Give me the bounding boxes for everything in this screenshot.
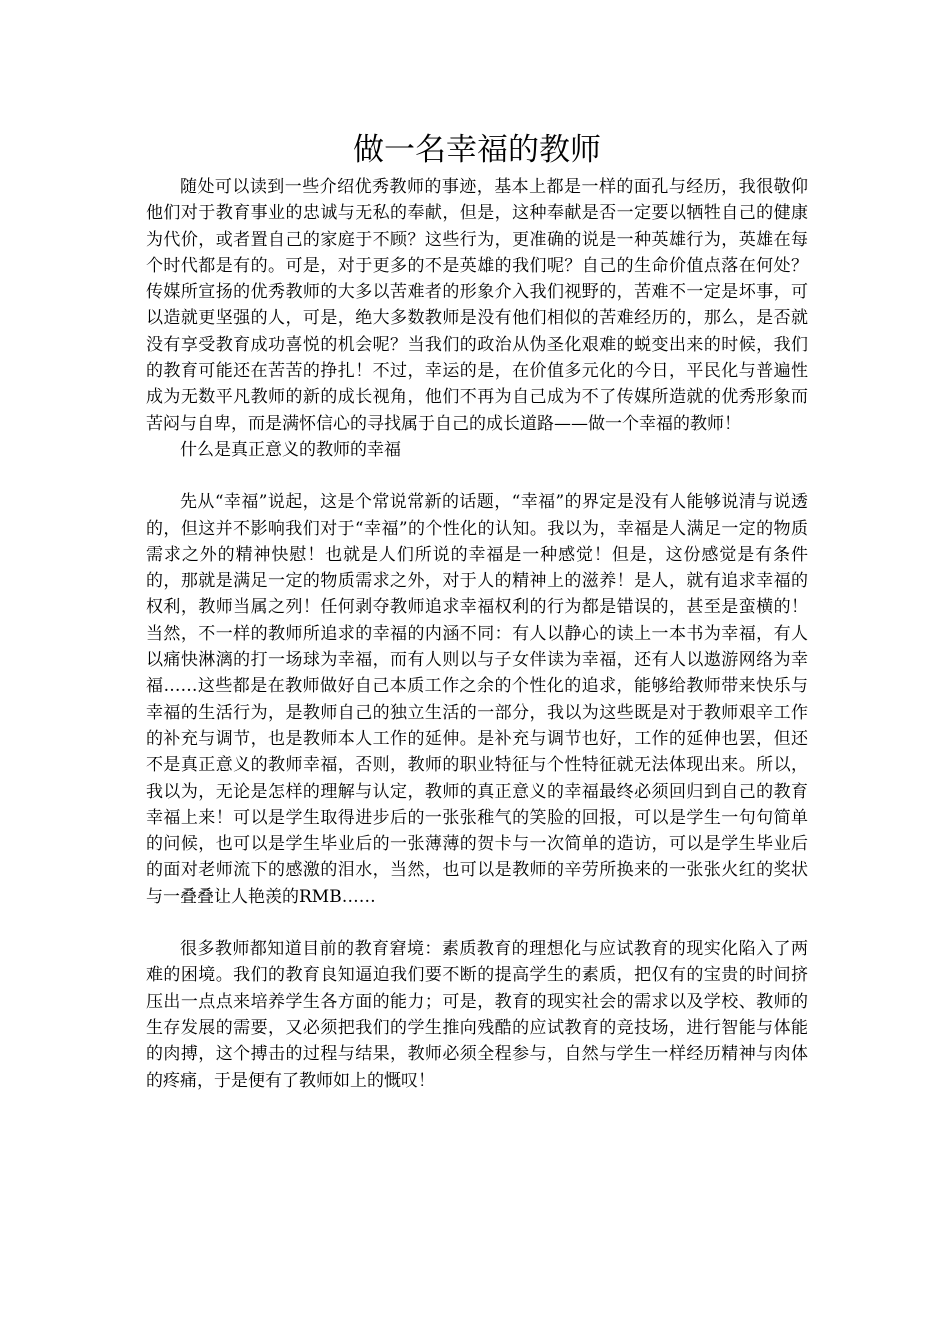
- section-heading: 什么是真正意义的教师的幸福: [180, 439, 401, 460]
- paragraph-spacer: [146, 463, 808, 489]
- intro-paragraph: 随处可以读到一些介绍优秀教师的事迹，基本上都是一样的面孔与经历，我很敬仰他们对于教育事业的忠诚与无私的奉献，但是，这种奉献是否一定要以牺牲自己的健康为代价，或者置自己的家庭于不顾？这些行为，更准确的说是一种英雄行为，英雄在每个时代都是有的。可是，对于更多的不是英雄的我们呢？自己的生命价值点落在何处？传媒所宣扬的优秀教师的大多以苦难者的形象介入我们视野的，苦难不一定是坏事，可以造就更坚强的人，可是，绝大多数教师是没有他们相似的苦难经历的，那么，是否就没有享受教育成功喜悦的机会呢？当我们的政治从伪圣化艰难的蜕变出来的时候，我们的教育可能还在苦苦的挣扎！不过，幸运的是，在价值多元化的今日，平民化与普遍性成为无数平凡教师的新的成长视角，他们不再为自己成为不了传媒所造就的优秀形象而苦闷与自卑，而是满怀信心的寻找属于自己的成长道路——做一个幸福的教师！: [146, 177, 808, 434]
- happiness-paragraph: 先从“幸福”说起，这是个常说常新的话题，“幸福”的界定是没有人能够说清与说透的，但这并不影响我们对于“幸福”的个性化的认知。我以为，幸福是人满足一定的物质需求之外的精神快慰！也就是人们所说的幸福是一种感觉！但是，这份感觉是有条件的，那就是满足一定的物质需求之外，对于人的精神上的滋养！是人，就有追求幸福的权利，教师当属之列！任何剥夺教师追求幸福权利的行为都是错误的，甚至是蛮横的！当然，不一样的教师所追求的幸福的内涵不同：有人以静心的读上一本书为幸福，有人以痛快淋漓的打一场球为幸福，而有人则以与子女伴读为幸福，还有人以遨游网络为幸福……这些都是在教师做好自己本质工作之余的个性化的追求，能够给教师带来快乐与幸福的生活行为，是教师自己的独立生活的一部分，我以为这些既是对于教师艰辛工作的补充与调节，也是教师本人工作的延伸。是补充与调节也好，工作的延伸也罢，但还不是真正意义的教师幸福，否则，教师的职业特征与个性特征就无法体现出来。所以，我以为，无论是怎样的理解与认定，教师的真正意义的幸福最终必须回归到自己的教育幸福上来！可以是学生取得进步后的一张张稚气的笑脸的回报，可以是学生一句句简单的问候，也可以是学生毕业后的一张薄薄的贺卡与一次简单的造访，可以是学生毕业后的面对老师流下的感激的泪水，当然，也可以是教师的辛劳所换来的一张张火红的奖状与一叠叠让人艳羡的RMB……: [146, 492, 808, 907]
- document-title: 做一名幸福的教师: [353, 132, 601, 168]
- education-dilemma-paragraph: 很多教师都知道目前的教育窘境：素质教育的理想化与应试教育的现实化陷入了两难的困境。我们的教育良知逼迫我们要不断的提高学生的素质，把仅有的宝贵的时间挤压出一点点来培养学生各方面的能力；可是，教育的现实社会的需求以及学校、教师的生存发展的需要，又必须把我们的学生推向残酷的应试教育的竞技场，进行智能与体能的肉搏，这个搏击的过程与结果，教师必须全程参与，自然与学生一样经历精神与肉体的疼痛，于是便有了教师如上的慨叹！: [146, 939, 808, 1091]
- document-page: [146, 128, 808, 1094]
- paragraph-spacer: [146, 910, 808, 936]
